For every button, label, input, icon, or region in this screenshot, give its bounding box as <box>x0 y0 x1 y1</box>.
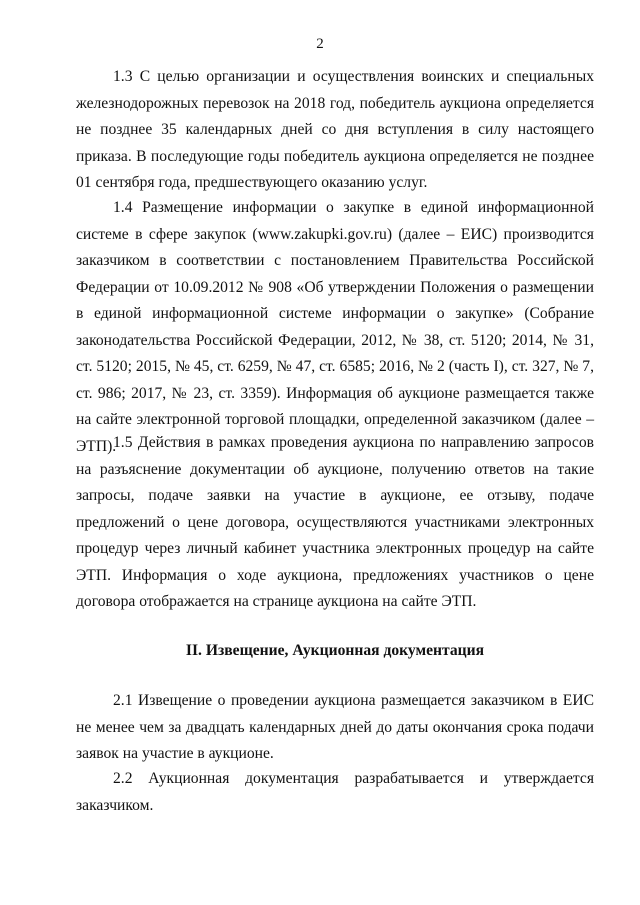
paragraph-1-5: 1.5 Действия в рамках проведения аукциона по направлению запросов на разъяснение документации об аукционе, получению ответов на такие запросы, подаче заявки на участие в аукционе, ее отзыву, подаче предложений о цене договора, осуществляются участниками электронных процедур через личный кабинет участника электронных процедур на сайте ЭТП. Информация о ходе аукциона, предложениях участников о цене договора отображается на странице аукциона на сайте ЭТП. <box>76 434 594 610</box>
paragraph-1-4: 1.4 Размещение информации о закупке в единой информационной системе в сфере закупок (www.zakupki.gov.ru) (далее – ЕИС) производится заказчиком в соответствии с постановлением Правительства Российской Федерации от 10.09.2012 № 908 «Об утверждении Положения о размещении в единой информационной системе информации о закупке» (Собрание законодательства Российской Федерации, 2012, № 38, ст. 5120; 2014, № 31, ст. 5120; 2015, № 45, ст. 6259, № 47, ст. 6585; 2016, № 2 (часть I), ст. 327, № 7, ст. 986; 2017, № 23, ст. 3359). Информация об аукционе размещается также на сайте электронной торговой площадки, определенной заказчиком (далее – ЭТП). <box>76 199 594 455</box>
paragraph-2-2: 2.2 Аукционная документация разрабатывается и утверждается заказчиком. <box>76 770 594 814</box>
page-number: 2 <box>316 36 324 52</box>
paragraph-2-1: 2.1 Извещение о проведении аукциона размещается заказчиком в ЕИС не менее чем за двадцать календарных дней до даты окончания срока подачи заявок на участие в аукционе. <box>76 692 594 762</box>
section-heading: II. Извещение, Аукционная документация <box>185 642 485 659</box>
paragraph-1-3: 1.3 С целью организации и осуществления воинских и специальных железнодорожных перевозок на 2018 год, победитель аукциона определяется не позднее 35 календарных дней со дня вступления в силу настоящего приказа. В последующие годы победитель аукциона определяется не позднее 01 сентября года, предшествующего оказанию услуг. <box>76 68 594 191</box>
